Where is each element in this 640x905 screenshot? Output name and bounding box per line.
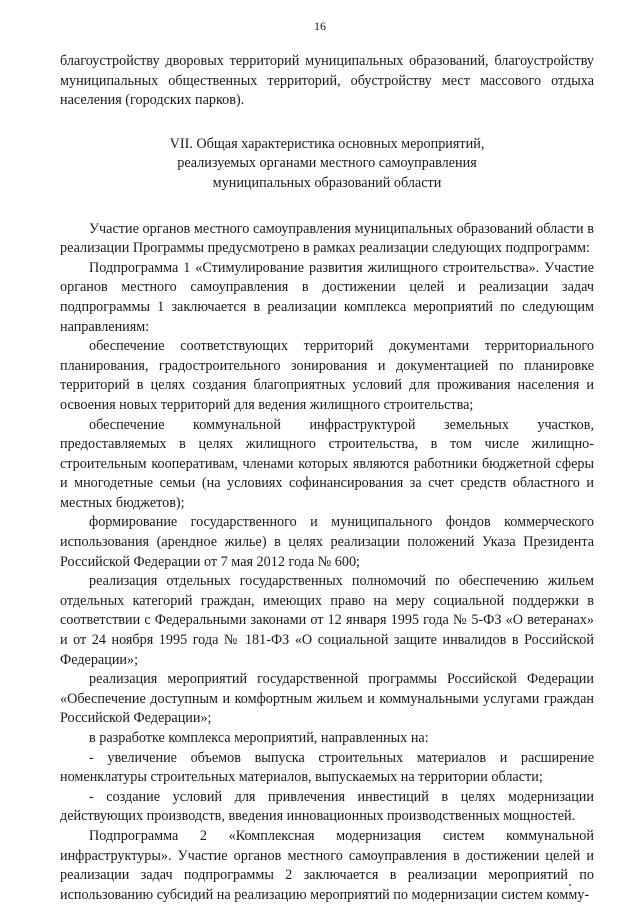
section-heading-line-1: VII. Общая характеристика основных мероприятий, [169, 135, 485, 152]
section-heading [60, 135, 594, 194]
document-body [60, 52, 594, 905]
page-number: 16 [314, 19, 326, 33]
paragraph-state-powers: реализация отдельных государственных полномочий по обеспечению жильем отдельных категорий граждан, имеющих право на меру социальной поддержки в соответствии с Федеральными законами от 12 января 1995 года № 5-ФЗ «О ветеранах» и от 24 ноября 1995 года № 181-ФЗ «О социальной защите инвалидов в Российской Федерации»; [60, 573, 594, 668]
section-heading-line-2: реализуемых органами местного самоуправления [177, 155, 477, 172]
scan-speck [569, 884, 571, 886]
paragraph-subprogram-1: Подпрограмма 1 «Стимулирование развития жилищного строительства». Участие органов местного самоуправления в достижении целей и реализации задач подпрограммы 1 заключается в реализации комплекса мероприятий по следующим направлениям: [60, 259, 594, 335]
paragraph-measures-intro: в разработке комплекса мероприятий, направленных на: [89, 730, 429, 746]
paragraph-communal-infrastructure: обеспечение коммунальной инфраструктурой земельных участков, предоставляемых в целях жилищного строительства, в том числе жилищно-строительным кооперативам, членами которых являются работники бюджетной сферы и многодетные семьи (на условиях софинансирования за счет средств областного и местных бюджетов); [60, 416, 594, 511]
section-heading-line-3: муниципальных образований области [212, 174, 442, 191]
paragraph-territorial-planning: обеспечение соответствующих территорий документами территориального планирования, градостроительного зонирования и документацией по планировке территорий в целях создания благоприятных условий для проживания населения и освоения новых территорий для ведения жилищного строительства; [60, 338, 594, 413]
paragraph-subprogram-2: Подпрограмма 2 «Комплексная модернизация систем коммунальной инфраструктуры». Участие органов местного самоуправления в достижении целей и реализации задач подпрограммы 2 заключается в реализации мероприятий по использованию субсидий на реализацию мероприятий по модернизации систем комму- [60, 827, 594, 903]
paragraph-commercial-fund: формирование государственного и муниципального фондов коммерческого использования (арендное жилье) в целях реализации положений Указа Президента Российской Федерации от 7 мая 2012 года № 600; [60, 514, 594, 570]
paragraph-participation: Участие органов местного самоуправления муниципальных образований области в реализации Программы предусмотрено в рамках реализации следующих подпрограмм: [60, 220, 594, 257]
paragraph-federal-program: реализация мероприятий государственной программы Российской Федерации «Обеспечение доступным и комфортным жильем и коммунальными услугами граждан Российской Федерации»; [60, 671, 594, 727]
paragraph-building-materials: - увеличение объемов выпуска строительных материалов и расширение номенклатуры строительных материалов, выпускаемых на территории области; [60, 749, 594, 786]
intro-continuation: благоустройству дворовых территорий муниципальных образований, благоустройству муниципальных общественных территорий, обустройству мест массового отдыха населения (городских парков). [60, 53, 594, 109]
paragraph-investment-conditions: - создание условий для привлечения инвестиций в целях модернизации действующих производств, введения инновационных производственных мощностей. [60, 788, 594, 825]
